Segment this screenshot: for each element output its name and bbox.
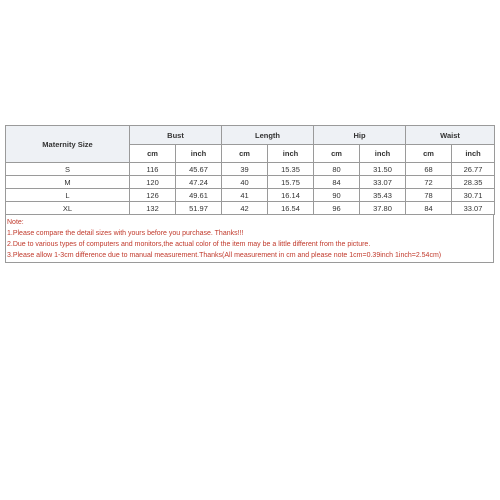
bust-header: Bust — [130, 126, 222, 145]
note-title: Note: — [7, 219, 24, 226]
hip-header: Hip — [314, 126, 406, 145]
table-cell: 33.07 — [452, 202, 495, 215]
table-cell: 49.61 — [176, 189, 222, 202]
table-cell: 15.75 — [268, 176, 314, 189]
table-cell: 40 — [222, 176, 268, 189]
size-label: L — [6, 189, 130, 202]
unit-header: cm — [314, 145, 360, 163]
length-header: Length — [222, 126, 314, 145]
unit-header: cm — [130, 145, 176, 163]
unit-header: inch — [268, 145, 314, 163]
table-cell: 45.67 — [176, 163, 222, 176]
note-line: 1.Please compare the detail sizes with yours before you purchase. Thanks!!! — [7, 230, 244, 237]
table-cell: 16.54 — [268, 202, 314, 215]
unit-header: cm — [406, 145, 452, 163]
table-cell: 72 — [406, 176, 452, 189]
unit-header: cm — [222, 145, 268, 163]
table-cell: 37.80 — [360, 202, 406, 215]
size-table — [5, 125, 495, 215]
size-label: XL — [6, 202, 130, 215]
table-cell: 96 — [314, 202, 360, 215]
table-cell: 51.97 — [176, 202, 222, 215]
table-cell: 84 — [314, 176, 360, 189]
table-cell: 42 — [222, 202, 268, 215]
table-cell: 132 — [130, 202, 176, 215]
table-row — [6, 202, 495, 215]
table-cell: 39 — [222, 163, 268, 176]
unit-header: inch — [452, 145, 495, 163]
table-row — [6, 176, 495, 189]
table-cell: 41 — [222, 189, 268, 202]
size-label: S — [6, 163, 130, 176]
table-cell: 126 — [130, 189, 176, 202]
table-cell: 26.77 — [452, 163, 495, 176]
note-line: 2.Due to various types of computers and monitors,the actual color of the item may be a little different from the picture. — [7, 241, 371, 248]
table-cell: 116 — [130, 163, 176, 176]
table-cell: 16.14 — [268, 189, 314, 202]
notes-panel — [5, 215, 494, 263]
table-cell: 15.35 — [268, 163, 314, 176]
size-column-header: Maternity Size — [6, 126, 130, 163]
table-row — [6, 163, 495, 176]
table-cell: 31.50 — [360, 163, 406, 176]
note-line: 3.Please allow 1-3cm difference due to manual measurement.Thanks(All measurement in cm and please note 1cm=0.39inch 1inch=2.54cm) — [7, 252, 442, 259]
waist-header: Waist — [406, 126, 495, 145]
table-cell: 35.43 — [360, 189, 406, 202]
table-cell: 84 — [406, 202, 452, 215]
table-cell: 78 — [406, 189, 452, 202]
unit-header: inch — [176, 145, 222, 163]
table-cell: 30.71 — [452, 189, 495, 202]
table-cell: 28.35 — [452, 176, 495, 189]
table-cell: 90 — [314, 189, 360, 202]
size-label: M — [6, 176, 130, 189]
size-chart — [5, 125, 494, 263]
table-cell: 68 — [406, 163, 452, 176]
unit-header: inch — [360, 145, 406, 163]
table-cell: 33.07 — [360, 176, 406, 189]
table-cell: 80 — [314, 163, 360, 176]
table-cell: 47.24 — [176, 176, 222, 189]
table-row — [6, 189, 495, 202]
group-header-row — [6, 126, 495, 145]
table-cell: 120 — [130, 176, 176, 189]
